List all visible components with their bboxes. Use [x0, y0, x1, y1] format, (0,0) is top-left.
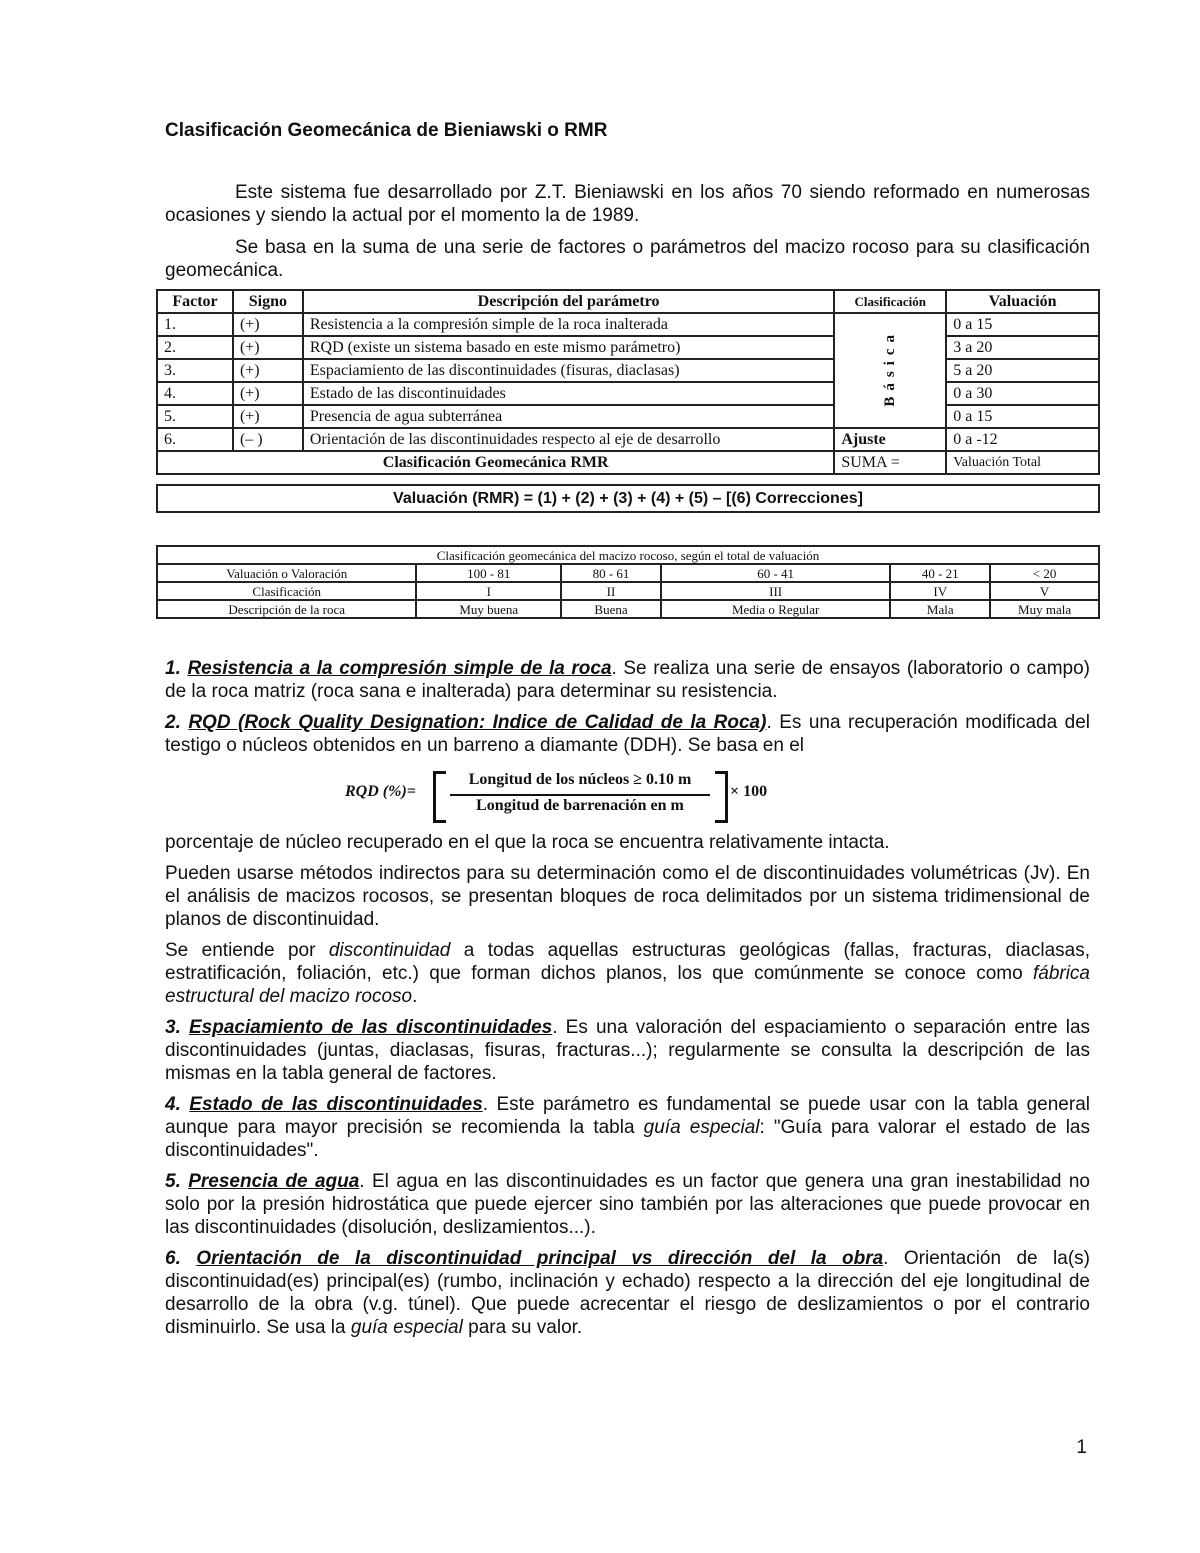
- cell-value: 80 - 61: [561, 564, 661, 582]
- section-6-italic: guía especial: [350, 1317, 463, 1338]
- footer-suma: SUMA =: [834, 451, 946, 474]
- cell-label: Clasificación: [157, 582, 416, 600]
- cell-signo: (+): [233, 405, 303, 428]
- table-row: [157, 428, 1099, 451]
- section-3: [165, 1016, 1090, 1085]
- cell-factor: 4.: [157, 382, 233, 405]
- basica-label: Básica: [881, 329, 898, 407]
- section-2-text: . Es una recuperación modificada del testigo o núcleos obtenidos en un barreno a diamante (DDH). Se basa en el: [165, 712, 1090, 756]
- section-3-heading: Espaciamiento de las discontinuidades: [188, 1017, 553, 1038]
- section-6-number: 6.: [165, 1248, 181, 1269]
- table-row: [157, 359, 1099, 382]
- jv-paragraph: Pueden usarse métodos indirectos para su determinación como el de discontinuidades volumétricas (Jv). En el análisis de macizos rocosos, se presentan bloques de roca delimitados por un sistema tridimensional de planos de discontinuidad.: [165, 863, 1090, 930]
- section-5-text: . El agua en las discontinuidades es un factor que genera una gran inestabilidad no solo por la presión hidrostática que puede ejercer sino también por las alteraciones que puede provocar en las discontinuidades (disolución, deslizamientos...).: [165, 1171, 1090, 1238]
- footer-label: Clasificación Geomecánica RMR: [157, 451, 834, 474]
- cell-signo: (+): [233, 313, 303, 336]
- cell-val: 0 a -12: [946, 428, 1099, 451]
- section-5-number: 5.: [165, 1171, 181, 1192]
- section-6: [165, 1247, 1090, 1339]
- table-row: [157, 313, 1099, 336]
- rmr-formula: Valuación (RMR) = (1) + (2) + (3) + (4) + (5) – [(6) Correcciones]: [156, 484, 1100, 513]
- cell-value: III: [661, 582, 890, 600]
- section-1-number: 1.: [165, 658, 181, 679]
- section-1-heading: Resistencia a la compresión simple de la roca: [187, 658, 612, 679]
- header-descripcion: Descripción del parámetro: [303, 290, 834, 313]
- left-bracket: [433, 771, 446, 823]
- cell-signo: (– ): [233, 428, 303, 451]
- cell-value: < 20: [990, 564, 1099, 582]
- cell-factor: 3.: [157, 359, 233, 382]
- section-2-number: 2.: [165, 712, 181, 733]
- cell-val: 0 a 15: [946, 405, 1099, 428]
- section-2: [165, 711, 1090, 757]
- section-4: [165, 1093, 1090, 1162]
- cell-val: 0 a 30: [946, 382, 1099, 405]
- cell-value: Muy buena: [416, 600, 561, 618]
- section-1-text: . Se realiza una serie de ensayos (laboratorio o campo) de la roca matriz (roca sana e inalterada) para determinar su resistencia.: [165, 658, 1091, 702]
- header-valuacion: Valuación: [946, 290, 1099, 313]
- cell-value: V: [990, 582, 1099, 600]
- disc-text-b: a todas aquellas estructuras geológicas (fallas, fracturas, diaclasas, estratificación, foliación, etc.) que forman dichos planos, los que comúnmente se conoce como: [165, 940, 1090, 984]
- cell-value: 60 - 41: [661, 564, 890, 582]
- cell-value: IV: [890, 582, 990, 600]
- section-5: [165, 1170, 1090, 1239]
- cell-signo: (+): [233, 336, 303, 359]
- cell-value: Buena: [561, 600, 661, 618]
- fraction-bar: [450, 794, 710, 796]
- cell-desc: Presencia de agua subterránea: [303, 405, 834, 428]
- factors-table-footer: [157, 451, 1099, 474]
- header-signo: Signo: [233, 290, 303, 313]
- cell-val: 3 a 20: [946, 336, 1099, 359]
- disc-text-a: Se entiende por: [165, 940, 329, 961]
- factors-table: [156, 289, 1100, 475]
- table-row: [157, 600, 1099, 618]
- section-6-text-b: para su valor.: [462, 1317, 583, 1338]
- cell-factor: 2.: [157, 336, 233, 359]
- table-row: [157, 382, 1099, 405]
- section-4-italic: guía especial: [643, 1117, 760, 1138]
- equation-lhs: RQD (%)=: [345, 783, 416, 800]
- cell-factor: 1.: [157, 313, 233, 336]
- factors-table-header: [157, 290, 1099, 313]
- equation-numerator: Longitud de los núcleos ≥ 0.10 m: [468, 771, 692, 788]
- cell-signo: (+): [233, 359, 303, 382]
- section-2-continued: porcentaje de núcleo recuperado en el que la roca se encuentra relativamente intacta.: [165, 832, 890, 853]
- section-4-text-b: : "Guía para valorar el estado de las discontinuidades".: [165, 1117, 1090, 1161]
- disc-italic-2: fábrica estructural del macizo rocoso: [165, 963, 1090, 1007]
- cell-value: 100 - 81: [416, 564, 561, 582]
- cell-value: Mala: [890, 600, 990, 618]
- body-sections: [165, 657, 1090, 1339]
- classification-table: [156, 545, 1100, 619]
- table-row: [157, 564, 1099, 582]
- rqd-equation: [165, 771, 1090, 821]
- cell-value: Media o Regular: [661, 600, 890, 618]
- equation-rhs: × 100: [730, 783, 768, 800]
- cell-desc: RQD (existe un sistema basado en este mismo parámetro): [303, 336, 834, 359]
- cell-label: Valuación o Valoración: [157, 564, 416, 582]
- section-6-text-a: . Orientación de la(s) discontinuidad(es) principal(es) (rumbo, inclinación y echado) respecto a la dirección del eje longitudinal de desarrollo de la obra (v.g. túnel). Que puede acrecentar el riesgo de deslizamientos o por el contrario disminuirlo. Se usa la: [165, 1248, 1090, 1338]
- discontinuity-paragraph: [165, 939, 1090, 1008]
- section-3-text: . Es una valoración del espaciamiento o separación entre las discontinuidades (juntas, diaclasas, fisuras, fracturas...); regularmente se consulta la descripción de las mismas en la tabla general de factores.: [165, 1017, 1091, 1084]
- page-number: 1: [1076, 1437, 1087, 1458]
- footer-total: Valuación Total: [946, 451, 1099, 474]
- cell-factor: 6.: [157, 428, 233, 451]
- cell-desc: Resistencia a la compresión simple de la roca inalterada: [303, 313, 834, 336]
- section-4-number: 4.: [165, 1094, 181, 1115]
- section-3-number: 3.: [165, 1017, 181, 1038]
- cell-signo: (+): [233, 382, 303, 405]
- intro-paragraph-1: Este sistema fue desarrollado por Z.T. Bieniawski en los años 70 siendo reformado en numerosas ocasiones y siendo la actual por el momento la de 1989.: [165, 182, 1090, 226]
- classification-table-title: Clasificación geomecánica del macizo rocoso, según el total de valuación: [157, 546, 1099, 564]
- cell-value: Muy mala: [990, 600, 1099, 618]
- section-4-heading: Estado de las discontinuidades: [189, 1094, 483, 1115]
- intro-section: [165, 181, 1090, 282]
- right-bracket: [715, 771, 728, 823]
- page-title: Clasificación Geomecánica de Bieniawski o RMR: [165, 120, 608, 141]
- table-row: [157, 405, 1099, 428]
- section-1: [165, 657, 1090, 703]
- cell-val: 5 a 20: [946, 359, 1099, 382]
- cell-desc: Orientación de las discontinuidades respecto al eje de desarrollo: [303, 428, 834, 451]
- cell-value: I: [416, 582, 561, 600]
- section-5-heading: Presencia de agua: [188, 1171, 360, 1192]
- cell-desc: Estado de las discontinuidades: [303, 382, 834, 405]
- table-row: [157, 582, 1099, 600]
- cell-label: Descripción de la roca: [157, 600, 416, 618]
- section-4-text-a: . Este parámetro es fundamental se puede usar con la tabla general aunque para mayor precisión se recomienda la tabla: [165, 1094, 1090, 1138]
- cell-val: 0 a 15: [946, 313, 1099, 336]
- section-2-heading: RQD (Rock Quality Designation: Indice de Calidad de la Roca): [188, 712, 767, 733]
- cell-value: II: [561, 582, 661, 600]
- header-clasificacion: Clasificación: [834, 290, 946, 313]
- cell-desc: Espaciamiento de las discontinuidades (fisuras, diaclasas): [303, 359, 834, 382]
- cell-value: 40 - 21: [890, 564, 990, 582]
- disc-text-c: .: [412, 986, 418, 1007]
- cell-basica: [834, 313, 946, 428]
- cell-factor: 5.: [157, 405, 233, 428]
- intro-paragraph-2: Se basa en la suma de una serie de factores o parámetros del macizo rocoso para su clasificación geomecánica.: [165, 237, 1090, 281]
- classification-table-title-row: [157, 546, 1099, 564]
- cell-ajuste: Ajuste: [834, 428, 946, 451]
- header-factor: Factor: [157, 290, 233, 313]
- section-6-heading: Orientación de la discontinuidad principal vs dirección del la obra: [196, 1248, 884, 1269]
- disc-italic: discontinuidad: [328, 940, 451, 961]
- equation-denominator: Longitud de barrenación en m: [476, 797, 684, 814]
- table-row: [157, 336, 1099, 359]
